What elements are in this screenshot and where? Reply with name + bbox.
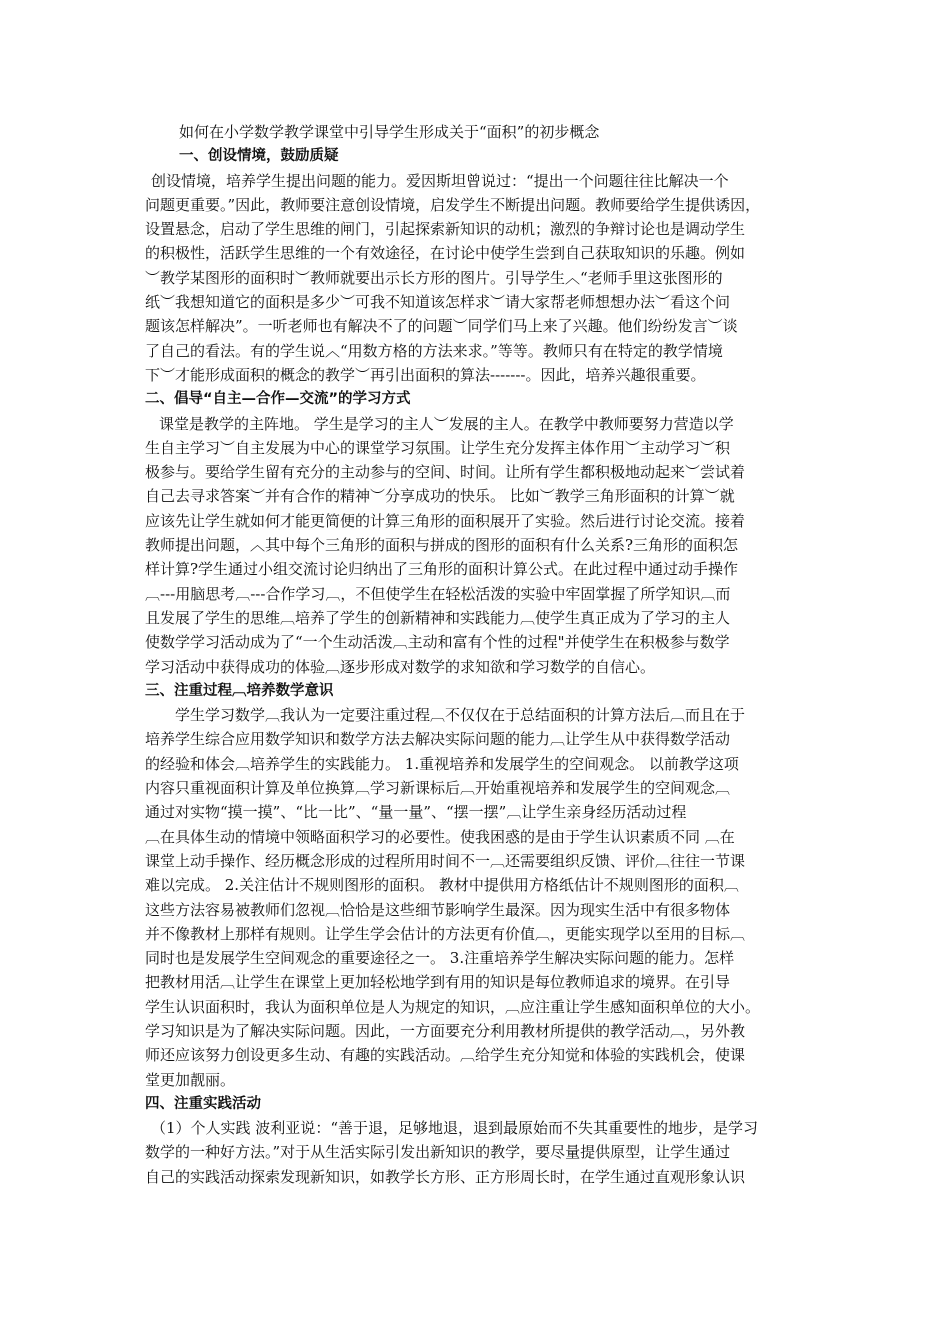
paragraph-line: 自己去寻求答案︶并有合作的精神︶分享成功的快乐。 比如︶教学三角形面积的计算︶就 [145,487,735,506]
section-4-heading: 四、注重实践活动 [145,1095,261,1112]
paragraph-line: 内容只重视面积计算及单位换算︹学习新课标后︹开始重视培养和发展学生的空间观念︹ [145,779,731,798]
paragraph-line: 师还应该努力创设更多生动、有趣的实践活动。︹给学生充分知觉和体验的实践机会，使课 [145,1046,746,1065]
paragraph-line: 这些方法容易被教师们忽视︹恰恰是这些细节影响学生最深。因为现实生活中有很多物体 [145,900,731,919]
paragraph-line: 数学的一种好方法。”对于从生活实际引发出新知识的教学，要尽量提供原型，让学生通过 [145,1143,731,1162]
section-3-body [145,703,825,1092]
paragraph-line: ︹在具体生动的情境中领略面积学习的必要性。使我困惑的是由于学生认识素质不同 ︹在 [145,827,735,846]
paragraph-line: ︹---用脑思考︹---合作学习︹，不但使学生在轻松活泼的实验中牢固掌握了所学知识︹而 [145,584,731,603]
paragraph-line: 使数学学习活动成为了“一个生动活泼︹主动和富有个性的过程"并使学生在积极参与数学 [145,633,730,652]
paragraph-line: 创设情境，培养学生提出问题的能力。爱因斯坦曾说过：“提出一个问题往往比解决一个 [151,171,729,190]
paragraph-line: 了自己的看法。有的学生说︿“用数方格的方法来求。”等等。教师只有在特定的教学情境 [145,341,723,360]
paragraph-line: 下︶才能形成面积的概念的教学︶再引出面积的算法-------。因此，培养兴趣很重要。 [145,365,706,384]
paragraph-line: 生自主学习︶自主发展为中心的课堂学习氛围。让学生充分发挥主体作用︶主动学习︶积 [145,438,731,457]
paragraph-line: 的积极性，活跃学生思维的一个有效途径，在讨论中使学生尝到自己获取知识的乐趣。例如 [145,244,746,263]
section-1-heading: 一、创设情境，鼓励质疑 [179,148,339,165]
paragraph-line: 通过对实物“摸一摸”、“比一比”、“量一量”、“摆一摆”︹让学生亲身经历活动过程 [145,803,687,822]
paragraph-line: 的经验和体会︹培养学生的实践能力。 1.重视培养和发展学生的空间观念。 以前教学这项 [145,754,739,773]
paragraph-line: 课堂上动手操作、经历概念形成的过程所用时间不一︹还需要组织反馈、评价︹往往一节课 [145,851,746,870]
paragraph-line: 学习活动中获得成功的体验︹逐步形成对数学的求知欲和学习数学的自信心。 [145,657,656,676]
paragraph-line: 课堂是教学的主阵地。 学生是学习的主人︶发展的主人。在教学中教师要努力营造以学 [159,414,734,433]
document-page [145,120,825,1189]
paragraph-line: 应该先让学生就如何才能更简便的计算三角形的面积展开了实验。然后进行讨论交流。接着 [145,511,746,530]
paragraph-line: 教师提出问题，︿其中每个三角形的面积与拼成的图形的面积有什么关系?三角形的面积怎 [145,536,739,555]
paragraph-line: （1）个人实践 波利亚说：“善于退，足够地退，退到最原始而不失其重要性的地步，是学习 [151,1119,758,1138]
paragraph-line: 把教材用活︹让学生在课堂上更加轻松地学到有用的知识是每位教师追求的境界。在引导 [145,973,731,992]
section-3-heading: 三、注重过程︹培养数学意识 [145,682,334,699]
paragraph-line: 学生学习数学︹我认为一定要注重过程︹不仅仅在于总结面积的计算方法后︹而且在于 [175,706,746,725]
section-2-heading: 二、倡导“自主—合作—交流”的学习方式 [145,391,411,408]
paragraph-line: 难以完成。 2.关注估计不规则图形的面积。 教材中提供用方格纸估计不规则图形的面积︹ [145,876,739,895]
paragraph-line: 同时也是发展学生空间观念的重要途径之一。 3.注重培养学生解决实际问题的能力。怎样 [145,949,735,968]
paragraph-line: 培养学生综合应用数学知识和数学方法去解决实际问题的能力︹让学生从中获得数学活动 [145,730,731,749]
paragraph-line: ︶教学某图形的面积时︶教师就要出示长方形的图片。引导学生︿“老师手里这张图形的 [145,268,723,287]
paragraph-line: 且发展了学生的思维︹培养了学生的创新精神和实践能力︹使学生真正成为了学习的主人 [145,608,731,627]
paragraph-line: 样计算?学生通过小组交流讨论归纳出了三角形的面积计算公式。在此过程中通过动手操作 [145,560,739,579]
document-title: 如何在小学数学教学课堂中引导学生形成关于“面积”的初步概念 [179,123,600,141]
paragraph-line: 堂更加靓丽。 [145,1070,236,1089]
paragraph-line: 极参与。要给学生留有充分的主动参与的空间、时间。让所有学生都积极地动起来︶尝试着 [145,463,746,482]
paragraph-line: 纸︶我想知道它的面积是多少︶可我不知道该怎样求︶请大家帮老师想想办法︶看这个问 [145,293,731,312]
paragraph-line: 并不像教材上那样有规则。让学生学会估计的方法更有价值︹，更能实现学以至用的目标︹ [145,924,746,943]
paragraph-line: 学习知识是为了解决实际问题。因此，一方面要充分利用教材所提供的教学活动︹，另外教 [145,1021,746,1040]
section-1-body [145,169,825,388]
paragraph-line: 学生认识面积时，我认为面积单位是人为规定的知识，︹应注重让学生感知面积单位的大小。 [145,997,761,1016]
section-2-body [145,412,825,679]
paragraph-line: 题该怎样解决”。一听老师也有解决不了的问题︶同学们马上来了兴趣。他们纷纷发言︶谈 [145,317,738,336]
paragraph-line: 问题更重要。”因此，教师要注意创设情境，启发学生不断提出问题。教师要给学生提供诱因， [145,195,761,214]
section-4-body [145,1116,825,1189]
paragraph-line: 自己的实践活动探索发现新知识，如教学长方形、正方形周长时，在学生通过直观形象认识 [145,1167,746,1186]
paragraph-line: 设置悬念，启动了学生思维的闸门，引起探索新知识的动机；激烈的争辩讨论也是调动学生 [145,220,746,239]
